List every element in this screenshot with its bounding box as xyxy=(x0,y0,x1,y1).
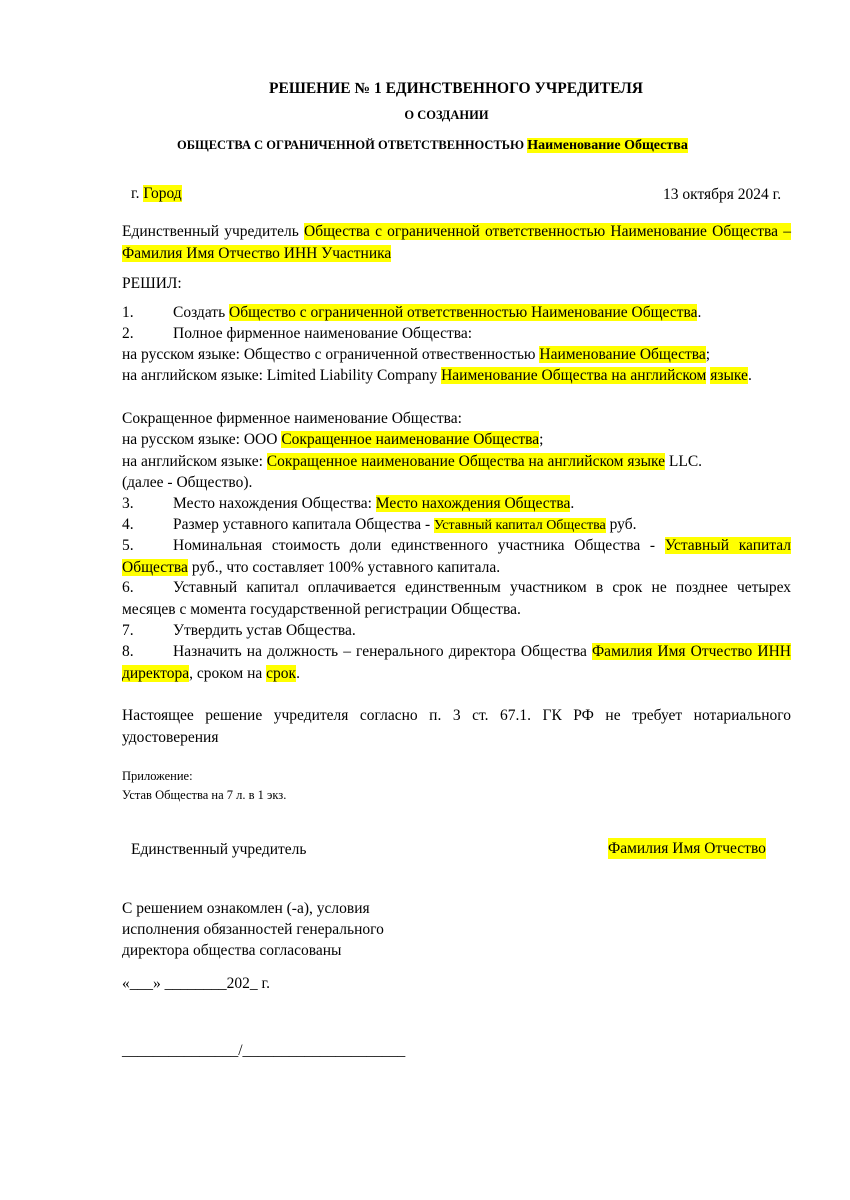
city-line xyxy=(131,183,182,204)
decided-heading: РЕШИЛ: xyxy=(122,275,182,292)
item-6 xyxy=(122,577,791,620)
item-3-text: Место нахождения Общества: xyxy=(173,495,376,512)
full-name-en-text: на английском языке: Limited Liability Company xyxy=(122,367,442,384)
city-highlight: Город xyxy=(143,185,182,202)
title-line-3 xyxy=(177,138,688,154)
item-1-highlight: Общество с ограниченной ответственностью Наименование Общества xyxy=(229,304,698,321)
acknowledge-line-3: директора общества согласованы xyxy=(122,942,342,959)
item-3-highlight: Место нахождения Общества xyxy=(375,495,571,512)
item-8 xyxy=(122,641,791,684)
short-name-note: (далее - Общество). xyxy=(122,474,253,491)
item-6-number: 6. xyxy=(122,579,134,596)
short-name-title: Сокращенное фирменное наименование Общества: xyxy=(122,410,462,427)
item-6-text: Уставный капитал оплачивается единственным участником в срок не позднее четырех месяцев с момента государственной регистрации Общества. xyxy=(122,579,791,618)
item-4-text: Размер уставного капитала Общества - xyxy=(173,516,435,533)
full-name-ru-highlight: Наименование Общества xyxy=(539,346,706,363)
item-3 xyxy=(122,493,791,515)
short-name-en-text: на английском языке: xyxy=(122,453,267,470)
acknowledge-line-1: С решением ознакомлен (-а), условия xyxy=(122,900,370,917)
item-8-end: . xyxy=(296,664,300,682)
company-name-highlight: Наименование Общества xyxy=(527,138,688,153)
item-2-text: Полное фирменное наименование Общества: xyxy=(173,325,473,342)
short-name-en-highlight: Сокращенное наименование Общества на английском языке xyxy=(266,453,666,470)
intro-paragraph xyxy=(122,221,791,264)
short-name-ru-end: ; xyxy=(539,431,544,448)
notary-paragraph: Настоящее решение учредителя согласно п. 3 ст. 67.1. ГК РФ не требует нотариального удостоверения xyxy=(122,707,791,746)
full-name-en-highlight-2: языке xyxy=(710,367,748,384)
item-5-highlight: Уставный капитал Общества xyxy=(122,537,791,576)
item-8-mid: , сроком на xyxy=(189,664,267,682)
item-4-number: 4. xyxy=(122,516,134,533)
short-name-ru-text: на русском языке: ООО xyxy=(122,431,282,448)
full-name-ru xyxy=(122,344,791,366)
item-5-number: 5. xyxy=(122,537,134,554)
signature-blank: _______________/_____________________ xyxy=(122,1042,406,1059)
acknowledge-line-2: исполнения обязанностей генерального xyxy=(122,921,384,938)
full-name-ru-end: ; xyxy=(705,346,711,363)
signature-name-highlight: Фамилия Имя Отчество xyxy=(608,840,766,857)
item-4-highlight: Уставный капитал Общества xyxy=(434,518,606,533)
item-5-text: Номинальная стоимость доли единственного участника Общества - xyxy=(173,537,665,554)
item-1-text: Создать xyxy=(173,304,230,321)
date-blank: «___» ________202_ г. xyxy=(122,975,270,992)
item-1-end: . xyxy=(697,304,702,321)
item-7 xyxy=(122,620,791,642)
item-7-text: Утвердить устав Общества. xyxy=(173,622,356,639)
item-8-number: 8. xyxy=(122,643,134,660)
attachment-label: Приложение: xyxy=(122,769,193,783)
item-4 xyxy=(122,514,791,537)
full-name-en xyxy=(122,365,791,387)
intro-founder-highlight: Общества с ограниченной ответственностью Наименование Общества – Фамилия Имя Отчество ИНН Участника xyxy=(122,223,791,262)
item-1-number: 1. xyxy=(122,304,134,321)
title-line-3-prefix: ОБЩЕСТВА С ОГРАНИЧЕННОЙ ОТВЕТСТВЕННОСТЬЮ xyxy=(177,138,528,152)
item-2 xyxy=(122,323,791,345)
short-name-en-end: LLC. xyxy=(665,453,703,470)
item-8-term-highlight: срок xyxy=(266,664,297,682)
item-3-number: 3. xyxy=(122,495,134,512)
document-date: 13 октября 2024 г. xyxy=(663,186,782,203)
item-2-number: 2. xyxy=(122,325,134,342)
item-5-end: руб., что составляет 100% уставного капитала. xyxy=(187,558,501,576)
intro-prefix: Единственный учредитель xyxy=(122,223,304,240)
short-name-en xyxy=(122,451,791,473)
attachment-text: Устав Общества на 7 л. в 1 экз. xyxy=(122,788,287,802)
item-3-end: . xyxy=(570,495,575,512)
full-name-ru-text: на русском языке: Общество с ограниченной отвественностью xyxy=(122,346,540,363)
item-7-number: 7. xyxy=(122,622,134,639)
full-name-en-end: . xyxy=(747,367,752,384)
short-name-ru xyxy=(122,429,791,451)
title-line-2: О СОЗДАНИИ xyxy=(404,108,489,122)
item-8-text: Назначить на должность – генерального директора Общества xyxy=(173,643,592,660)
city-prefix: г. xyxy=(131,185,144,202)
short-name-ru-highlight: Сокращенное наименование Общества xyxy=(281,431,540,448)
item-8-director-highlight: Фамилия Имя Отчество ИНН директора xyxy=(122,643,791,682)
item-5 xyxy=(122,535,791,578)
title-line-1: РЕШЕНИЕ № 1 ЕДИНСТВЕННОГО УЧРЕДИТЕЛЯ xyxy=(269,80,643,97)
item-4-end: руб. xyxy=(605,516,637,533)
full-name-en-highlight: Наименование Общества на английском xyxy=(441,367,707,384)
signature-role: Единственный учредитель xyxy=(131,841,307,858)
item-1 xyxy=(122,302,791,324)
